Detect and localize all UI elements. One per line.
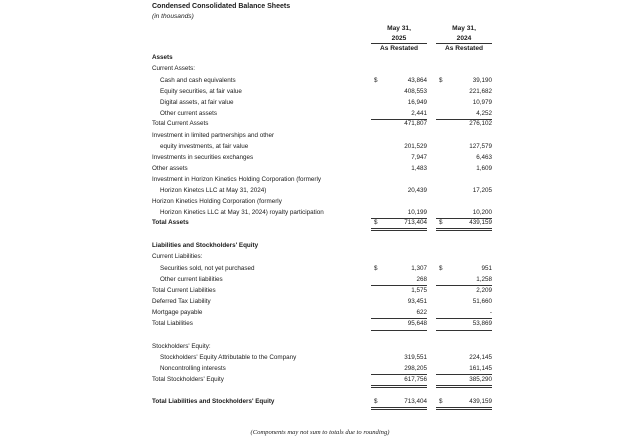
page-title: Condensed Consolidated Balance Sheets — [152, 3, 291, 10]
units-note: (in thousands) — [152, 13, 194, 20]
table-row: Securities sold, not yet purchased $ 1,307 $ 951 — [160, 265, 492, 272]
table-row: Other assets 1,483 1,609 — [152, 165, 492, 172]
subtotal-rule — [436, 330, 492, 331]
total-double-rule — [436, 385, 492, 388]
table-row-total: Total Current Assets 471,807 276,102 — [152, 120, 492, 127]
total-double-rule — [436, 407, 492, 410]
table-row: Investment in limited partnerships and other — [152, 132, 275, 139]
table-row: Cash and cash equivalents $ 43,864 $ 39,190 — [160, 77, 492, 84]
table-row: Investments in securities exchanges 7,947 6,463 — [152, 154, 492, 161]
total-double-rule — [371, 385, 427, 388]
table-row: Deferred Tax Liability 93,451 51,660 — [152, 298, 492, 305]
table-row: Equity securities, at fair value 408,553 221,682 — [160, 88, 492, 95]
total-double-rule — [436, 228, 492, 231]
table-row: Horizon Kinetics Holding Corporation (formerly — [152, 198, 282, 205]
table-row: Current Liabilities: — [152, 253, 203, 260]
table-row: Current Assets: — [152, 65, 196, 72]
table-row: Stockholders' Equity Attributable to the Company 319,551 224,145 — [160, 354, 492, 361]
table-row: Noncontrolling interests 298,205 161,145 — [160, 365, 492, 372]
column-header-2024: May 31, 2024 As Restated — [436, 24, 492, 54]
table-row: Stockholders' Equity: — [152, 343, 211, 350]
table-row: Horizon Kinetcs LLC at May 31, 2024) 20,439 17,205 — [160, 187, 492, 194]
section-heading-assets: Assets — [152, 54, 173, 61]
table-row-total: Total Liabilities 95,648 53,869 — [152, 320, 492, 327]
section-heading-liabilities: Liabilities and Stockholders' Equity — [152, 242, 259, 249]
table-row: equity investments, at fair value 201,529 127,579 — [160, 143, 492, 150]
table-row: Investment in Horizon Kinetics Holding Corporation (formerly — [152, 176, 322, 183]
column-header-2025: May 31, 2025 As Restated — [371, 24, 427, 54]
table-row-grand-total: Total Liabilities and Stockholders' Equity $ 713,404 $ 439,159 — [152, 398, 492, 405]
table-row: Mortgage payable 622 - — [152, 309, 492, 316]
table-row: Horizon Kinetics LLC at May 31, 2024) royalty participation 10,199 10,200 — [160, 209, 492, 216]
table-row: Digital assets, at fair value 16,949 10,979 — [160, 99, 492, 106]
table-row: Other current assets 2,441 4,252 — [160, 110, 492, 117]
table-row-total: Total Current Liabilities 1,575 2,209 — [152, 287, 492, 294]
rounding-footnote: (Components may not sum to totals due to rounding) — [250, 429, 390, 436]
total-double-rule — [371, 228, 427, 231]
total-double-rule — [371, 407, 427, 410]
table-row-total-assets: Total Assets $ 713,404 $ 439,159 — [152, 219, 492, 226]
table-row-total: Total Stockholders' Equity 617,756 385,290 — [152, 376, 492, 383]
table-row: Other current liabilities 268 1,258 — [160, 276, 492, 283]
subtotal-rule — [371, 330, 427, 331]
